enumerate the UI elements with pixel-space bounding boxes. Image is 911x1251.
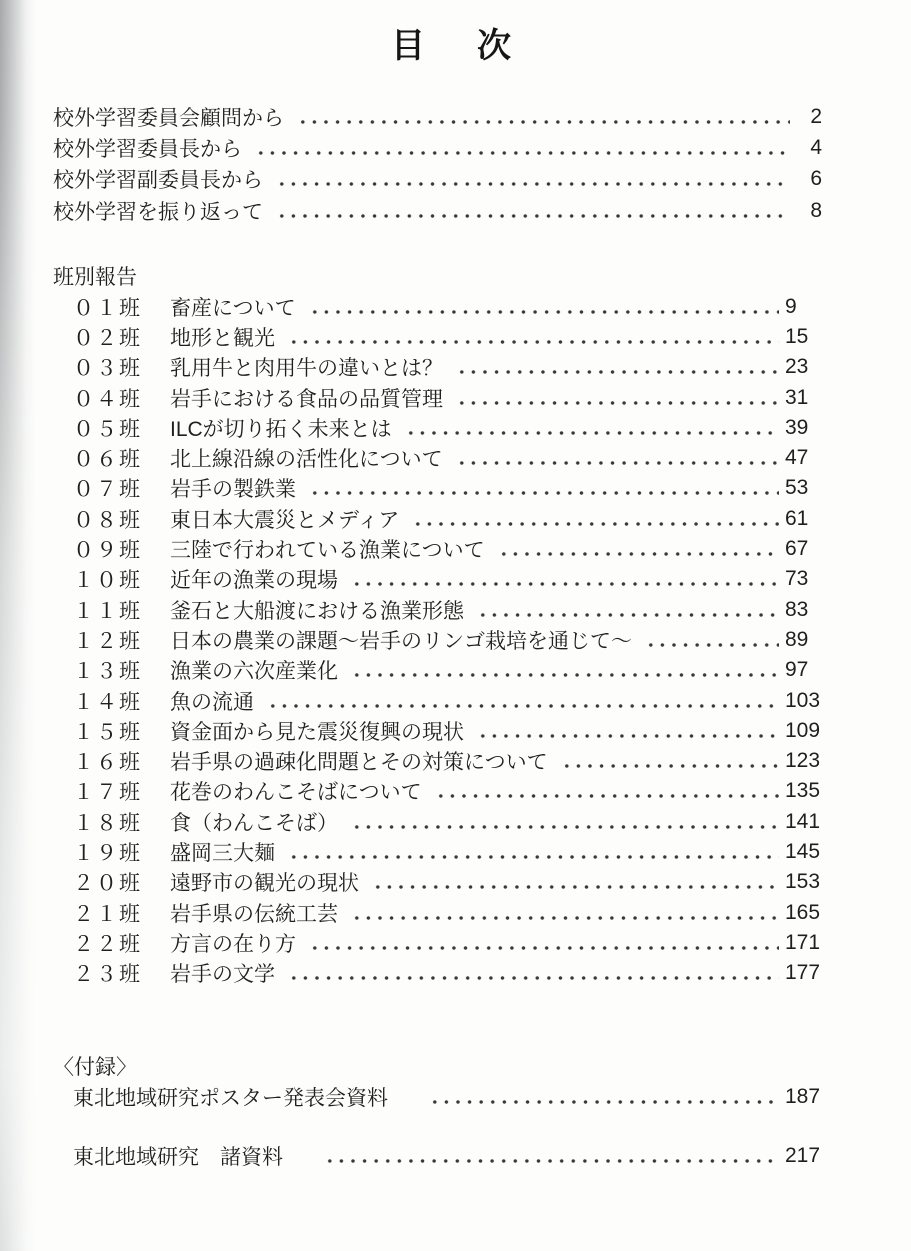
toc-row-label: 東北地域研究 諸資料 xyxy=(73,1146,283,1170)
dotted-leader xyxy=(426,1099,779,1105)
group-number-badge: ２２班 xyxy=(73,932,142,956)
dotted-leader xyxy=(285,339,779,345)
group-number-badge: ０５班 xyxy=(73,417,142,441)
group-reports-list xyxy=(53,292,822,989)
toc-row xyxy=(53,807,822,837)
dotted-leader xyxy=(453,400,779,406)
appendix-list xyxy=(53,1081,822,1172)
dotted-leader xyxy=(642,642,779,648)
toc-row xyxy=(53,746,822,776)
dotted-leader xyxy=(306,490,779,496)
toc-row xyxy=(53,837,822,867)
toc-row xyxy=(53,655,822,685)
toc-page-number: 67 xyxy=(785,537,809,561)
toc-row-label: 岩手における食品の品質管理 xyxy=(170,387,443,411)
toc-row-label: 校外学習副委員長から xyxy=(53,169,263,193)
toc-row-label: 漁業の六次産業化 xyxy=(170,660,338,684)
toc-row xyxy=(53,564,822,594)
dotted-leader xyxy=(273,213,790,219)
toc-row-label: 日本の農業の課題～岩手のリンゴ栽培を通じて～ xyxy=(170,629,632,653)
group-number-badge: １１班 xyxy=(73,599,142,623)
dotted-leader xyxy=(453,369,779,375)
toc-page-number: 83 xyxy=(785,597,809,621)
toc-row-label: 花巻のわんこそばについて xyxy=(170,781,422,805)
toc-row xyxy=(53,413,822,443)
group-number-badge: １４班 xyxy=(73,690,142,714)
dotted-leader xyxy=(453,460,779,466)
group-number-badge: １２班 xyxy=(73,629,142,653)
toc-page-number: 23 xyxy=(785,355,809,379)
toc-row xyxy=(53,958,822,988)
toc-row-label: 岩手の文学 xyxy=(170,963,275,987)
toc-row-label: 近年の漁業の現場 xyxy=(170,569,338,593)
dotted-leader xyxy=(294,119,790,125)
toc-page-number: 217 xyxy=(785,1144,821,1168)
toc-row-label: 三陸で行われている漁業について xyxy=(170,539,485,563)
toc-page-number: 109 xyxy=(785,718,821,742)
dotted-leader xyxy=(321,1158,779,1164)
toc-page-number: 61 xyxy=(785,506,809,530)
dotted-leader xyxy=(273,181,790,187)
group-number-badge: １３班 xyxy=(73,660,142,684)
toc-row-label: 岩手の製鉄業 xyxy=(170,478,296,502)
toc-page-number: 89 xyxy=(785,627,809,651)
dotted-leader xyxy=(285,975,779,981)
toc-row xyxy=(53,898,822,928)
dotted-leader xyxy=(252,150,790,156)
dotted-leader xyxy=(369,884,779,890)
toc-row xyxy=(53,595,822,625)
dotted-leader xyxy=(348,824,779,830)
toc-row-label: 盛岡三大麺 xyxy=(170,842,275,866)
toc-page-number: 141 xyxy=(785,809,821,833)
group-number-badge: ０６班 xyxy=(73,448,142,472)
section-heading-group-reports: 班別報告 xyxy=(53,266,137,290)
toc-page-number: 47 xyxy=(785,446,809,470)
group-number-badge: １９班 xyxy=(73,842,142,866)
toc-row-label: 魚の流通 xyxy=(170,690,254,714)
group-number-badge: ２１班 xyxy=(73,902,142,926)
toc-row xyxy=(53,1081,822,1112)
toc-page-number: 171 xyxy=(785,930,821,954)
toc-row-label: 食（わんこそば） xyxy=(170,811,338,835)
group-number-badge: １０班 xyxy=(73,569,142,593)
group-number-badge: １６班 xyxy=(73,751,142,775)
toc-page-number: 123 xyxy=(785,749,821,773)
toc-row-label: 岩手県の伝統工芸 xyxy=(170,902,338,926)
toc-row xyxy=(53,292,822,322)
toc-row-label: 北上線沿線の活性化について xyxy=(170,448,443,472)
toc-page-number: 31 xyxy=(785,385,809,409)
dotted-leader xyxy=(558,763,779,769)
toc-row-label: 遠野市の観光の現状 xyxy=(170,872,359,896)
toc-row xyxy=(53,504,822,534)
dotted-leader xyxy=(306,309,779,315)
toc-row xyxy=(53,928,822,958)
toc-row xyxy=(53,534,822,564)
group-number-badge: ０２班 xyxy=(73,327,142,350)
group-number-badge: ０１班 xyxy=(73,296,142,320)
dotted-leader xyxy=(306,945,779,951)
page-title: 目 次 xyxy=(391,27,520,65)
dotted-leader xyxy=(348,581,779,587)
toc-row-label: 校外学習委員会顧問から xyxy=(53,106,284,130)
toc-row xyxy=(53,195,822,226)
group-number-badge: ２０班 xyxy=(73,872,142,896)
dotted-leader xyxy=(348,672,779,678)
dotted-leader xyxy=(474,733,779,739)
toc-row xyxy=(53,164,822,195)
toc-page-number: 53 xyxy=(785,476,809,500)
toc-row xyxy=(53,867,822,897)
toc-row xyxy=(53,443,822,473)
toc-row-label: 乳用牛と肉用牛の違いとは？ xyxy=(170,357,443,381)
toc-row-label: ILCが切り拓く未来とは xyxy=(170,417,392,441)
toc-row-label: 畜産について xyxy=(170,296,296,320)
dotted-leader xyxy=(495,551,779,557)
group-number-badge: ０９班 xyxy=(73,539,142,563)
toc-page-number: 4 xyxy=(810,136,822,160)
toc-row-label: 東日本大震災とメディア xyxy=(170,508,400,532)
appendix-heading: 〈付録〉 xyxy=(53,1055,137,1079)
dotted-leader xyxy=(264,703,779,709)
group-number-badge: １８班 xyxy=(73,811,142,835)
toc-row-label: 地形と観光 xyxy=(170,327,275,350)
toc-row-label: 校外学習委員長から xyxy=(53,138,242,162)
toc-page-number: 135 xyxy=(785,779,821,803)
toc-row-label: 資金面から見た震災復興の現状 xyxy=(170,720,464,744)
toc-page-number: 8 xyxy=(810,198,822,222)
toc-page-number: 97 xyxy=(785,658,809,682)
toc-row xyxy=(53,322,822,352)
toc-row-label: 校外学習を振り返って xyxy=(53,200,263,224)
toc-row xyxy=(53,473,822,503)
toc-row-label: 釜石と大船渡における漁業形態 xyxy=(170,599,464,623)
dotted-leader xyxy=(474,612,779,618)
group-number-badge: ０７班 xyxy=(73,478,142,502)
toc-page-number: 2 xyxy=(810,104,822,128)
group-number-badge: １７班 xyxy=(73,781,142,805)
toc-page-number: 9 xyxy=(785,294,797,318)
group-number-badge: ０４班 xyxy=(73,387,142,411)
toc-row xyxy=(53,132,822,163)
toc-row xyxy=(53,1141,822,1172)
toc-row-label: 東北地域研究ポスター発表会資料 xyxy=(73,1087,388,1111)
toc-page-number: 145 xyxy=(785,840,821,864)
toc-page-number: 39 xyxy=(785,415,809,439)
dotted-leader xyxy=(402,430,779,436)
toc-page-number: 103 xyxy=(785,688,821,712)
front-matter-list xyxy=(53,101,822,227)
toc-row xyxy=(53,625,822,655)
group-number-badge: ０８班 xyxy=(73,508,142,532)
title-block xyxy=(0,0,911,68)
toc-page-number: 165 xyxy=(785,900,821,924)
toc-content xyxy=(0,101,911,1172)
dotted-leader xyxy=(285,854,779,860)
toc-page-number: 153 xyxy=(785,870,821,894)
dotted-leader xyxy=(348,915,779,921)
toc-page-number: 15 xyxy=(785,325,809,348)
group-number-badge: ２３班 xyxy=(73,963,142,987)
toc-row xyxy=(53,685,822,715)
toc-row xyxy=(53,352,822,382)
toc-row xyxy=(53,382,822,412)
toc-row xyxy=(53,776,822,806)
toc-page-number: 6 xyxy=(810,167,822,191)
toc-row-label: 方言の在り方 xyxy=(170,932,296,956)
group-number-badge: ０３班 xyxy=(73,357,142,381)
toc-row-label: 岩手県の過疎化問題とその対策について xyxy=(170,751,548,775)
toc-row xyxy=(53,101,822,132)
toc-row xyxy=(53,716,822,746)
group-number-badge: １５班 xyxy=(73,720,142,744)
toc-page-number: 187 xyxy=(785,1085,821,1109)
toc-page-number: 73 xyxy=(785,567,809,591)
dotted-leader xyxy=(432,793,779,799)
toc-page-number: 177 xyxy=(785,961,821,985)
dotted-leader xyxy=(409,521,779,527)
